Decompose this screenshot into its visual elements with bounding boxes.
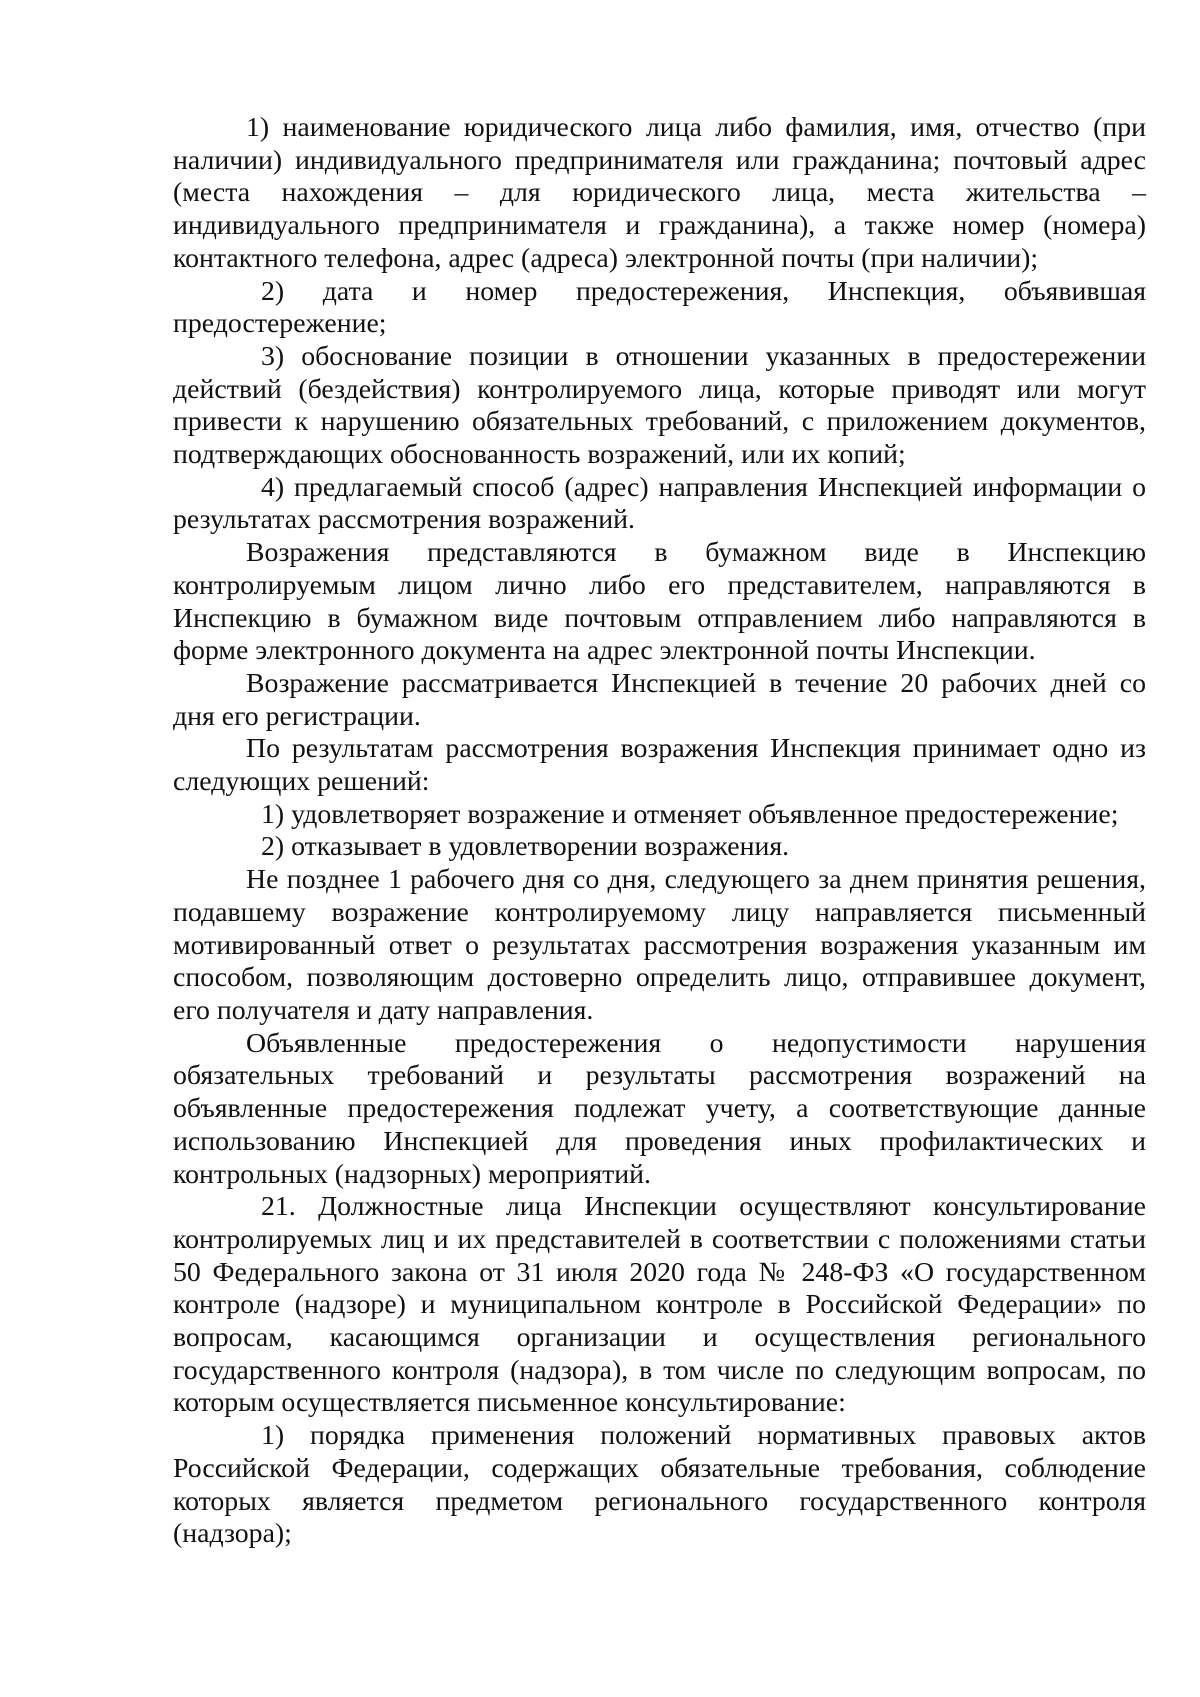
document-paragraph: 4) предлагаемый способ (адрес) направления Инспекцией информации о результатах рассмотрения возражений.: [173, 471, 1146, 536]
document-paragraph: Не позднее 1 рабочего дня со дня, следующего за днем принятия решения, подавшему возражение контролируемому лицу направляется письменный мотивированный ответ о результатах рассмотрения возражения указанным им способом, позволяющим достоверно определить лицо, отправившее документ, его получателя и дату направления.: [173, 864, 1146, 1026]
document-paragraph: 1) порядка применения положений нормативных правовых актов Российской Федерации, содержащих обязательные требования, соблюдение которых является предметом регионального государственного контроля (надзора);: [173, 1420, 1146, 1550]
document-paragraph: 1) наименование юридического лица либо фамилия, имя, отчество (при наличии) индивидуального предпринимателя или гражданина; почтовый адрес (места нахождения – для юридического лица, места жительства – индивидуального предпринимателя и гражданина), а также номер (номера) контактного телефона, адрес (адреса) электронной почты (при наличии);: [173, 112, 1146, 274]
document-paragraph: 3) обоснование позиции в отношении указанных в предостережении действий (бездействия) контролируемого лица, которые приводят или могут привести к нарушению обязательных требований, с приложением документов, подтверждающих обоснованность возражений, или их копий;: [173, 340, 1146, 471]
document-paragraph: По результатам рассмотрения возражения Инспекция принимает одно из следующих решений:: [173, 733, 1146, 798]
document-paragraph: Возражения представляются в бумажном виде в Инспекцию контролируемым лицом лично либо его представителем, направляются в Инспекцию в бумажном виде почтовым отправлением либо направляются в форме электронного документа на адрес электронной почты Инспекции.: [173, 537, 1146, 667]
document-body: [173, 112, 1146, 1551]
document-paragraph: 21. Должностные лица Инспекции осуществляют консультирование контролируемых лиц и их представителей в соответствии с положениями статьи 50 Федерального закона от 31 июля 2020 года № 248-ФЗ «О государственном контроле (надзоре) и муниципальном контроле в Российской Федерации» по вопросам, касающимся организации и осуществления регионального государственного контроля (надзора), в том числе по следующим вопросам, по которым осуществляется письменное консультирование:: [173, 1191, 1146, 1419]
document-paragraph: Возражение рассматривается Инспекцией в течение 20 рабочих дней со дня его регистрации.: [173, 667, 1146, 732]
document-paragraph: 1) удовлетворяет возражение и отменяет объявленное предостережение;: [261, 798, 1119, 830]
document-paragraph: 2) дата и номер предостережения, Инспекция, объявившая предостережение;: [173, 275, 1146, 340]
document-paragraph: Объявленные предостережения о недопустимости нарушения обязательных требований и результаты рассмотрения возражений на объявленные предостережения подлежат учету, а соответствующие данные использованию Инспекцией для проведения иных профилактических и контрольных (надзорных) мероприятий.: [173, 1027, 1146, 1190]
document-paragraph: 2) отказывает в удовлетворении возражения.: [261, 831, 790, 863]
